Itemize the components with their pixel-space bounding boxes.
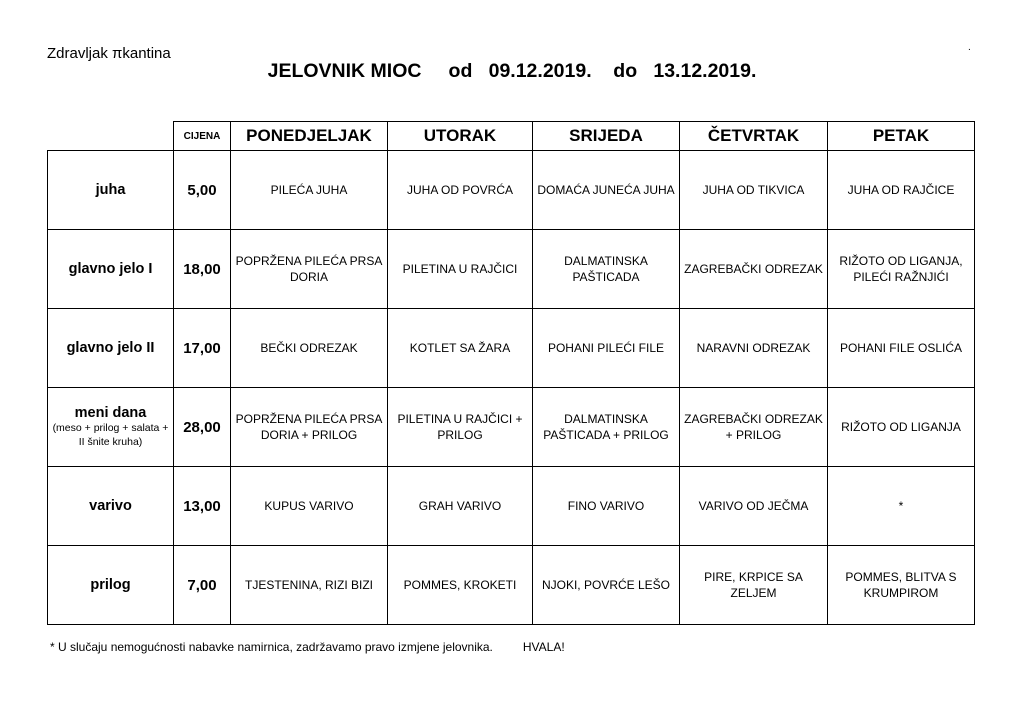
dish-cell-friday: POHANI FILE OSLIĆA — [828, 309, 975, 388]
dish-cell-tuesday: POMMES, KROKETI — [388, 546, 533, 625]
price-cell: 18,00 — [174, 230, 231, 309]
dish-cell-friday: RIŽOTO OD LIGANJA — [828, 388, 975, 467]
price-cell: 17,00 — [174, 309, 231, 388]
table-row — [48, 388, 975, 467]
category-cell — [48, 230, 174, 309]
footnote: * U slučaju nemogućnosti nabavke namirnica, zadržavamo pravo izmjene jelovnika. HVALA! — [50, 640, 565, 654]
dish-cell-monday: TJESTENINA, RIZI BIZI — [231, 546, 388, 625]
dish-cell-wednesday: NJOKI, POVRĆE LEŠO — [533, 546, 680, 625]
corner-mark: . — [968, 42, 971, 53]
category-cell — [48, 388, 174, 467]
price-cell: 28,00 — [174, 388, 231, 467]
weekly-menu-table — [47, 121, 975, 625]
category-cell — [48, 309, 174, 388]
table-row — [48, 467, 975, 546]
table-row — [48, 546, 975, 625]
dish-cell-thursday: JUHA OD TIKVICA — [680, 151, 828, 230]
table-row — [48, 309, 975, 388]
day-header-thursday: ČETVRTAK — [680, 122, 828, 151]
dish-cell-thursday: ZAGREBAČKI ODREZAK — [680, 230, 828, 309]
dish-cell-friday: * — [828, 467, 975, 546]
day-header-wednesday: SRIJEDA — [533, 122, 680, 151]
price-column-header: CIJENA — [174, 122, 231, 151]
dish-cell-thursday: PIRE, KRPICE SA ZELJEM — [680, 546, 828, 625]
dish-cell-tuesday: PILETINA U RAJČICI + PRILOG — [388, 388, 533, 467]
dish-cell-tuesday: GRAH VARIVO — [388, 467, 533, 546]
dish-cell-wednesday: DALMATINSKA PAŠTICADA — [533, 230, 680, 309]
dish-cell-thursday: NARAVNI ODREZAK — [680, 309, 828, 388]
dish-cell-wednesday: DOMAĆA JUNEĆA JUHA — [533, 151, 680, 230]
table-row — [48, 151, 975, 230]
dish-cell-tuesday: JUHA OD POVRĆA — [388, 151, 533, 230]
dish-cell-thursday: VARIVO OD JEČMA — [680, 467, 828, 546]
day-header-monday: PONEDJELJAK — [231, 122, 388, 151]
category-cell — [48, 546, 174, 625]
dish-cell-monday: POPRŽENA PILEĆA PRSA DORIA + PRILOG — [231, 388, 388, 467]
dish-cell-wednesday: DALMATINSKA PAŠTICADA + PRILOG — [533, 388, 680, 467]
category-label: varivo — [89, 498, 132, 514]
category-label: glavno jelo II — [66, 340, 155, 356]
category-label: glavno jelo I — [68, 261, 153, 277]
category-cell — [48, 467, 174, 546]
table-header-row — [48, 122, 975, 151]
dish-cell-monday: PILEĆA JUHA — [231, 151, 388, 230]
day-header-friday: PETAK — [828, 122, 975, 151]
dish-cell-thursday: ZAGREBAČKI ODREZAK + PRILOG — [680, 388, 828, 467]
category-cell — [48, 151, 174, 230]
dish-cell-wednesday: POHANI PILEĆI FILE — [533, 309, 680, 388]
dish-cell-tuesday: KOTLET SA ŽARA — [388, 309, 533, 388]
dish-cell-monday: BEČKI ODREZAK — [231, 309, 388, 388]
menu-title: JELOVNIK MIOC od 09.12.2019. do 13.12.2019. — [267, 60, 757, 82]
price-cell: 5,00 — [174, 151, 231, 230]
table-corner — [48, 122, 174, 151]
dish-cell-tuesday: PILETINA U RAJČICI — [388, 230, 533, 309]
category-note: (meso + prilog + salata + II šnite kruha) — [52, 422, 169, 448]
dish-cell-friday: JUHA OD RAJČICE — [828, 151, 975, 230]
price-cell: 7,00 — [174, 546, 231, 625]
day-header-tuesday: UTORAK — [388, 122, 533, 151]
dish-cell-monday: KUPUS VARIVO — [231, 467, 388, 546]
category-label: prilog — [90, 577, 131, 593]
category-label: meni dana — [74, 405, 147, 421]
table-row — [48, 230, 975, 309]
dish-cell-friday: POMMES, BLITVA S KRUMPIROM — [828, 546, 975, 625]
category-label: juha — [95, 182, 126, 198]
dish-cell-friday: RIŽOTO OD LIGANJA, PILEĆI RAŽNJIĆI — [828, 230, 975, 309]
canteen-name: Zdravljak πkantina — [47, 45, 171, 62]
price-cell: 13,00 — [174, 467, 231, 546]
dish-cell-wednesday: FINO VARIVO — [533, 467, 680, 546]
dish-cell-monday: POPRŽENA PILEĆA PRSA DORIA — [231, 230, 388, 309]
